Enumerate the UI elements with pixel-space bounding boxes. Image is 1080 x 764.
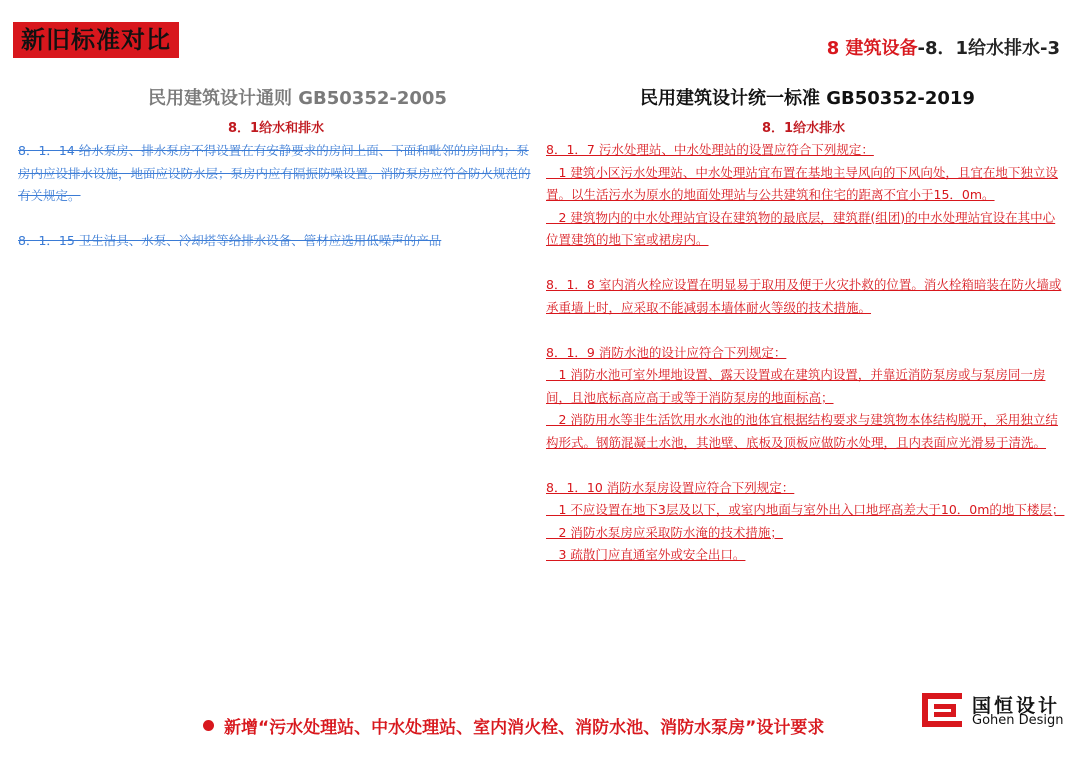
- paragraph-gap: [18, 208, 533, 230]
- new-clause-line: 1 不应设置在地下3层及以下，或室内地面与室外出入口地坪高差大于10．0m的地下楼层；: [546, 502, 1065, 517]
- section-heading: [827, 34, 1060, 60]
- old-clause-8-1-15: 8．1．15 卫生洁具、水泵、冷却塔等给排水设备、管材应选用低噪声的产品: [18, 232, 442, 248]
- company-logo: [922, 691, 1072, 731]
- new-standard-text: [546, 139, 1066, 567]
- old-standard-text: [18, 140, 533, 252]
- new-standard-subtitle: 8．1给水排水: [762, 121, 846, 136]
- logo-text-en: Gohen Design: [972, 713, 1064, 728]
- new-clause-line: 1 建筑小区污水处理站、中水处理站宜布置在基地主导风向的下风向处，且宜在地下独立设置。以生活污水为原水的地面处理站与公共建筑和住宅的距离不宜小于15．0m。: [546, 164, 1058, 202]
- section-heading-red: 8 建筑设备: [826, 38, 918, 59]
- new-clause-8-1-10: 8．1．10 消防水泵房设置应符合下列规定：: [546, 479, 795, 495]
- page-badge: 新旧标准对比: [13, 22, 179, 58]
- gohen-logo-icon: [922, 693, 962, 727]
- new-standard-title: 民用建筑设计统一标准 GB50352-2019: [640, 88, 975, 109]
- new-clause-8-1-8: 8．1．8 室内消火栓应设置在明显易于取用及便于火灾扑救的位置。消火栓箱暗装在防火墙或承重墙上时，应采取不能减弱本墙体耐火等级的技术措施。: [546, 277, 1062, 315]
- paragraph-gap: [546, 454, 1066, 477]
- old-standard-subtitle: 8．1给水和排水: [228, 121, 325, 136]
- new-clause-line: 3 疏散门应直通室外或安全出口。: [546, 547, 746, 562]
- paragraph-gap: [546, 252, 1066, 275]
- new-clause-line: 2 消防水泵房应采取防水淹的技术措施；: [546, 524, 783, 540]
- new-clause-line: 1 消防水池可室外埋地设置、露天设置或在建筑内设置，并靠近消防泵房或与泵房同一房间，且池底标高应高于或等于消防泵房的地面标高；: [546, 367, 1046, 405]
- new-clause-line: 2 建筑物内的中水处理站宜设在建筑物的最底层，建筑群(组团)的中水处理站宜设在其中心位置建筑的地下室或裙房内。: [546, 209, 1056, 247]
- logo-text-cn: 国恒设计: [972, 695, 1061, 717]
- new-clause-8-1-7: 8．1．7 污水处理站、中水处理站的设置应符合下列规定：: [546, 142, 874, 157]
- bullet-dot-icon: [203, 720, 214, 731]
- section-heading-black: -8．1给水排水-3: [917, 38, 1060, 59]
- summary-note-text: 新增“污水处理站、中水处理站、室内消火栓、消防水池、消防水泵房”设计要求: [224, 718, 825, 738]
- new-clause-line: 2 消防用水等非生活饮用水水池的池体宜根据结构要求与建筑物本体结构脱开，采用独立结构形式。钢筋混凝土水池，其池壁、底板及顶板应做防水处理，且内表面应光滑易于清洗。: [546, 412, 1058, 450]
- old-clause-8-1-14: 8．1．14 给水泵房、排水泵房不得设置在有安静要求的房间上面、下面和毗邻的房间内；泵房内应设排水设施，地面应设防水层；泵房内应有隔振防噪设置。消防泵房应符合防火规范的有关规定。: [18, 143, 531, 203]
- summary-note: [203, 713, 824, 738]
- old-standard-title: 民用建筑设计通则 GB50352-2005: [148, 88, 447, 109]
- new-clause-8-1-9: 8．1．9 消防水池的设计应符合下列规定：: [546, 344, 787, 360]
- paragraph-gap: [546, 319, 1066, 342]
